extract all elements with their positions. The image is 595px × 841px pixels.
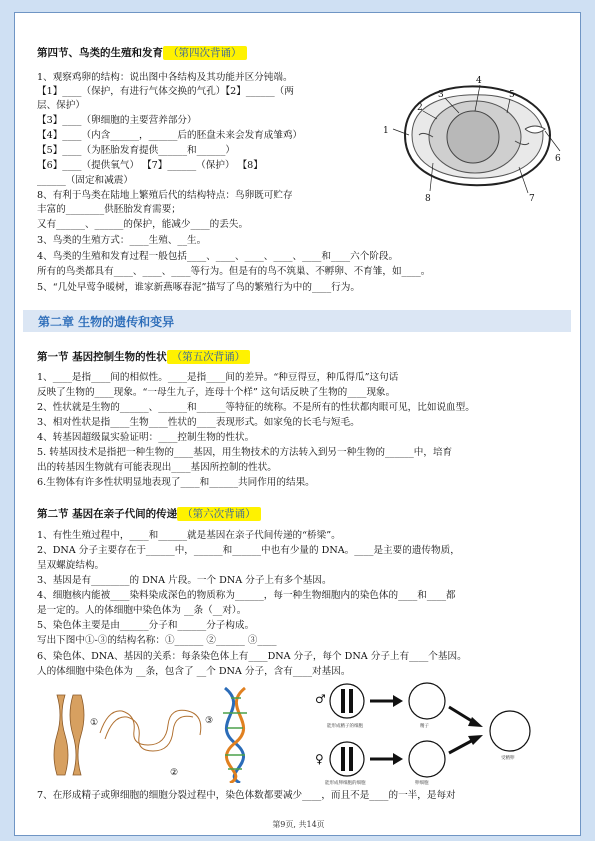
egg-label: 3	[438, 90, 444, 100]
text-line: 层、保护）	[37, 100, 85, 111]
text-line: 5、“几处早莺争暖树，谁家新燕啄春泥”描写了鸟的繁殖行为中的____行为。	[37, 282, 360, 293]
text-line: 丰富的________供胚胎发育需要；	[37, 204, 181, 215]
chromo-label: ②	[170, 768, 179, 778]
text-line: 1、观察鸡卵的结构：说出图中各结构及其功能并区分钝端。	[37, 72, 293, 83]
text-line: 人的体细胞中染色体为 __条，包含了 __个 DNA 分子，含有____对基因。	[37, 666, 351, 677]
cell-caption: 能形成精子的细胞	[327, 724, 363, 729]
female-symbol: ♀	[315, 752, 324, 766]
section-title-traits: 第一节 基因控制生物的性状 （第五次背诵）	[37, 349, 250, 364]
recite-badge: （第六次背诵）	[177, 507, 261, 521]
text-line: 【6】____（提供氧气） 【7】______（保护） 【8】	[37, 160, 263, 171]
chromo-label: ③	[205, 716, 214, 726]
text-line: 3、基因是有________的 DNA 片段。一个 DNA 分子上有多个基因。	[37, 575, 332, 586]
text-line: 1、____是指____间的相似性。____是指____间的差异。“种豆得豆，种瓜得瓜”这句话	[37, 372, 399, 383]
section-title-gene-transfer: 第二节 基因在亲子代间的传递 （第六次背诵）	[37, 506, 261, 521]
text-line: 3、相对性状是指____生物____性状的____表现形式。如家兔的长毛与短毛。	[37, 417, 360, 428]
text-line: 1、有性生殖过程中，____和______就是基因在亲子代间传递的“桥梁”。	[37, 530, 341, 541]
recite-badge: （第五次背诵）	[167, 350, 251, 364]
text-line: 写出下图中①-③的结构名称：①______ ②______ ③____	[37, 635, 277, 646]
section-title-bird: 第四节、鸟类的生殖和发育 （第四次背诵）	[37, 45, 247, 60]
cell-caption: 精子	[420, 724, 429, 729]
text-line: 4、转基因超级鼠实验证明：____控制生物的性状。	[37, 432, 255, 443]
text-line: 【1】____（保护，有进行气体交换的气孔）【2】______（两	[37, 86, 294, 97]
egg-label: 1	[383, 126, 389, 136]
text-line: 是一定的。人的体细胞中染色体为 __条（__对）。	[37, 605, 247, 616]
text-line: 3、鸟类的生殖方式：____生殖、__生。	[37, 235, 207, 246]
text-line: 7、在形成精子或卵细胞的细胞分裂过程中，染色体数都要减少____，而且不是____的一半，是每对	[37, 790, 456, 801]
recite-badge: （第四次背诵）	[163, 46, 247, 60]
egg-label: 4	[476, 76, 482, 86]
cell-caption: 能形成卵细胞的细胞	[325, 781, 366, 786]
text-line: 出的转基因生物就有可能表现出____基因所控制的性状。	[37, 462, 277, 473]
egg-label: 8	[425, 194, 431, 203]
text-line: 5. 转基因技术是指把一种生物的____基因，用生物技术的方法转入到另一种生物的______中，培育	[37, 447, 453, 458]
male-symbol: ♂	[315, 692, 326, 706]
text-line: 5、染色体主要是由______分子和______分子构成。	[37, 620, 255, 631]
page	[14, 12, 581, 836]
egg-label: 6	[555, 154, 561, 164]
text-line: 6.生物体有许多性状明显地表现了____和______共同作用的结果。	[37, 477, 315, 488]
text-line: 所有的鸟类都具有____、____、____等行为。但是有的鸟不筑巢、不孵卵、不育雏，如____。	[37, 266, 431, 277]
chromo-label: ①	[90, 718, 99, 728]
chapter-title: 第二章 生物的遗传和变异	[38, 315, 175, 329]
text-line: ______（固定和减震）	[37, 175, 133, 186]
text-line: 8、有利于鸟类在陆地上繁殖后代的结构特点：鸟卵既可贮存	[37, 190, 293, 201]
egg-label: 7	[529, 194, 535, 203]
text-line: 呈双螺旋结构。	[37, 560, 105, 571]
text-line: 4、细胞核内能被____染料染成深色的物质称为______，每一种生物细胞内的染色体的____和____都	[37, 590, 456, 601]
chapter-banner	[23, 310, 571, 332]
egg-structure-diagram	[375, 63, 565, 203]
cell-caption: 卵细胞	[415, 781, 429, 786]
egg-label: 2	[417, 103, 423, 113]
text-line: 反映了生物的____现象。“一母生九子，连母十个样” 这句话反映了生物的____现象。	[37, 387, 396, 398]
text-line: 4、鸟类的生殖和发育过程一般包括____、____、____、____、____和____六个阶段。	[37, 251, 399, 262]
text-line: 【4】____（内含______，______后的胚盘未来会发育成雏鸡）	[37, 130, 303, 141]
text-line: 6、染色体、DNA、基因的关系：每条染色体上有____DNA 分子，每个 DNA 分子上有____个基因。	[37, 651, 467, 662]
page-footer: 第9页, 共14页	[272, 820, 325, 829]
fertilization-diagram	[315, 681, 565, 786]
text-line: 【5】____（为胚胎发育提供______和______）	[37, 145, 235, 156]
text-line: 【3】____（卵细胞的主要营养部分）	[37, 115, 197, 126]
cell-caption: 受精卵	[501, 756, 515, 761]
text-line: 2、性状就是生物的______、______和______等特征的统称。不是所有的性状都肉眼可见，比如说血型。	[37, 402, 475, 413]
egg-label: 5	[509, 90, 515, 100]
chromosome-dna-diagram	[35, 683, 270, 783]
text-line: 2、DNA 分子主要存在于______中，______和______中也有少量的 DNA。____是主要的遗传物质，	[37, 545, 460, 556]
text-line: 又有______、______的保护，能减少____的丢失。	[37, 219, 249, 230]
